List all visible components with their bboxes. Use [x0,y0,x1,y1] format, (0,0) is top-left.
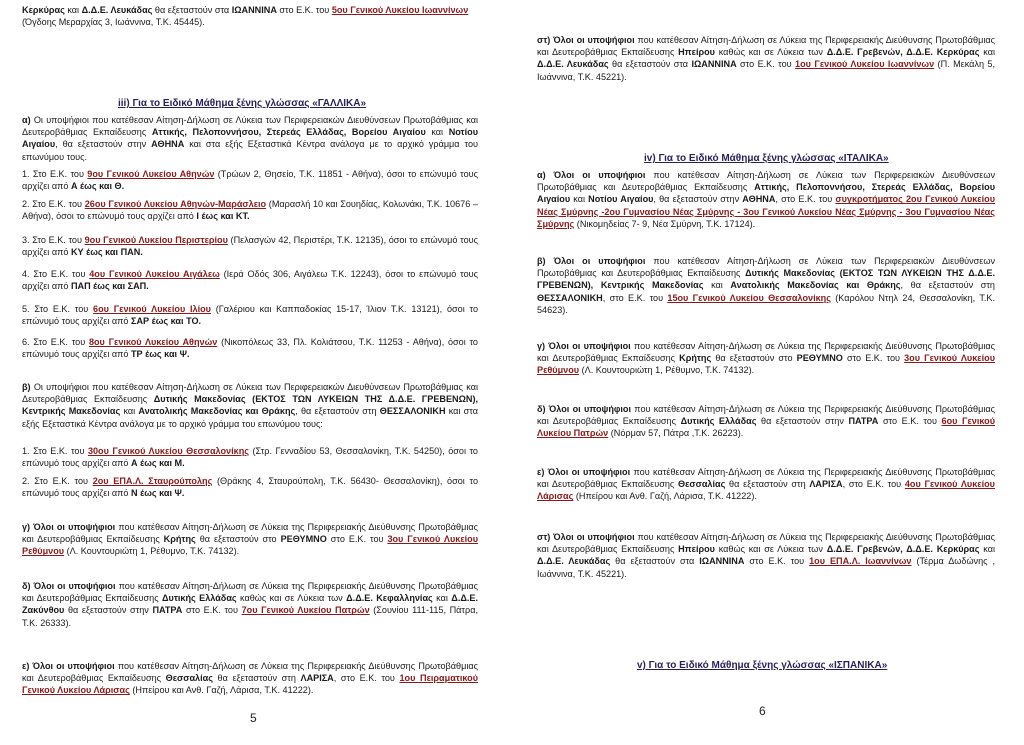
region-name: Κρήτης [679,353,712,364]
school-name: 6ου Γενικού Λυκείου Πατρών [537,416,995,439]
text: (Νόρμαν 57, Πάτρα ,Τ.Κ. 26223). [608,428,744,439]
list-item [22,475,478,499]
text: στο Ε.Κ. του [326,534,388,545]
page-number: 5 [250,711,257,725]
school-name: 4ου Γενικού Λυκείου Λάρισας [537,479,995,502]
item-label: α) Όλοι οι υποψήφιοι [537,170,646,180]
text: (Μαρασλή 10 και Σουηδίας, Κολωνάκι, Τ.Κ. 10676 – Αθήνα), όσοι το επώνυμό τους αρχίζει από [22,199,479,222]
text: (Π. Μεκάλη 5, Ιωάννινα, Τ.Κ. 45221). [537,59,995,82]
region-name: Ανατολικής Μακεδονίας και Θράκης [138,406,296,417]
text: που κατέθεσαν Αίτηση-Δήλωση σε Λύκεια των Περιφερειακών Διευθύνσεων Πρωτοβάθμιας και Δευτεροβάθμιας Εκπαίδευσης [537,170,995,193]
letter-range: Α έως και Θ. [70,181,125,192]
item-label: γ) Όλοι οι υποψήφιοι [22,522,116,532]
city-name: ΙΩΑΝΝΙΝΑ [699,556,745,567]
list-item [22,234,478,258]
city-name: ΑΘΗΝΑ [151,139,185,150]
item-label: β) [22,382,31,392]
region-name: Δυτικής Ελλάδας [680,416,757,427]
school-name: 8ου Γενικού Λυκείου Αθηνών [88,337,218,347]
city-name: ΘΕΣΣΑΛΟΝΙΚΗ [537,292,603,303]
section-header-italian: iv) Για το Ειδικό Μάθημα ξένης γλώσσας «ΙΤΑΛΙΚΑ» [644,153,889,164]
school-name: συγκροτήματος 2ου Γενικού Λυκείου Νέας Σμύρνης -2ου Γυμνασίου Νέας Σμύρνης - 3ου Γενικού Λυκείου Νέας Σμύρνης - 3ου Γυμνασίου Νέας Σμύρνης [537,194,995,229]
paragraph-e [537,466,995,503]
item-label: ε) Όλοι οι υποψήφιοι [537,467,631,477]
text: που κατέθεσαν Αίτηση-Δήλωση σε Λύκεια των Περιφερειακών Διευθύνσεων Πρωτοβάθμιας και Δευτεροβάθμιας Εκπαίδευσης [537,256,995,279]
list-item [22,303,478,327]
list-item [22,445,478,469]
page-number: 6 [759,704,766,718]
text: (Θράκης 4, Σταυρούπολη, Τ.Κ. 56430- Θεσσαλονίκη), όσοι το επώνυμό τους αρχίζει από [22,476,478,499]
region-name: Δυτικής Μακεδονίας (ΕΚΤΟΣ ΤΩΝ ΛΥΚΕΙΩΝ ΤΗΣ Δ.Δ.Ε. ΓΡΕΒΕΝΩΝ), Κεντρικής Μακεδονίας [537,268,995,291]
text: (Γαλέριου και Καππαδοκίας 15-17, Ίλιον Τ.Κ. 13121), όσοι το επώνυμό τους αρχίζει από [22,304,478,327]
text: Κερκύρας [22,5,65,15]
text: , στο Ε.Κ. του [333,673,400,684]
region-name: Δ.Δ.Ε. Λευκάδας [537,556,611,567]
text: στο Ε.Κ. του [744,556,810,567]
letter-range: Α έως και Μ. [131,458,185,469]
section-header-spanish: v) Για το Ειδικό Μάθημα ξένης γλώσσας «ΙΣΠΑΝΙΚΑ» [637,660,888,671]
text: και στα εξής Εξεταστικά Κέντρα ανάλογα με το αρχικό γράμμα του επωνύμου τους: [22,406,479,429]
text: στο Ε.Κ. του [736,59,796,70]
section-header-french: iii) Για το Ειδικό Μάθημα ξένης γλώσσας «ΓΑΛΛΙΚΑ» [118,98,367,109]
text: που κατέθεσαν Αίτηση-Δήλωση σε Λύκεια της Περιφερειακής Διεύθυνσης Πρωτοβάθμιας και Δευτεροβάθμιας Εκπαίδευσης [22,581,478,604]
text: (Τέρμα Δωδώνης , Ιωάννινα, Τ.Κ. 45221). [537,556,996,579]
text: θα εξεταστούν στην [756,416,849,427]
school-name: 2ου ΕΠΑ.Λ. Σταυρούπολης [92,476,213,486]
text: που κατέθεσαν Αίτηση-Δήλωση σε Λύκεια της Περιφερειακής Διεύθυνσης Πρωτοβάθμιας και Δευτεροβάθμιας Εκπαίδευσης [537,532,995,555]
text: (Ηπείρου και Ανθ. Γαζή, Λάρισα, Τ.Κ. 41222). [129,685,314,696]
text: καθώς και σε Λύκεια των [714,544,827,555]
text: Οι υποψήφιοι που κατέθεσαν Αίτηση-Δήλωση σε Λύκεια των Περιφερειακών Διευθύνσεων Πρωτοβάθμιας και Δευτεροβάθμιας Εκπαίδευσης [22,115,478,138]
city-name: ΛΑΡΙΣΑ [809,479,843,490]
paragraph-a [537,169,995,230]
school-name: 6ου Γενικού Λυκείου Ιλίου [93,304,211,314]
paragraph-st-2 [537,531,995,580]
text: και [425,127,449,138]
school-name: 9ου Γενικού Λυκείου Αθηνών [87,169,215,179]
paragraph-e [22,660,478,697]
city-name: ΠΑΤΡΑ [848,416,879,427]
text: και στα εξής Εξεταστικά Κέντρα ανάλογα με το αρχικό γράμμα του επωνύμου τους. [22,139,479,162]
region-name: Θεσσαλίας [678,479,726,490]
school-name: 3ου Γενικού Λυκείου Ρεθύμνου [537,353,995,376]
item-label: δ) Όλοι οι υποψήφιοι [537,404,632,414]
text: και [703,280,731,291]
paragraph-g [537,340,995,377]
text: (Ηπείρου και Ανθ. Γαζή, Λάρισα, Τ.Κ. 41222). [573,491,757,502]
region-name: Ηπείρου [678,544,715,555]
school-name: 26ου Γενικού Λυκείου Αθηνών-Μαράσλειο [84,199,267,209]
item-label: στ) Όλοι οι υποψήφιοι [537,35,635,45]
text: , στο Ε.Κ. του [602,292,668,303]
text: 1. Στο Ε.Κ. του [22,169,88,179]
school-name: 15ου Γενικού Λυκείου Θεσσαλονίκης [667,292,831,303]
text: 5. Στο Ε.Κ. του [22,304,94,314]
letter-range: Ι έως και ΚΤ. [196,211,250,222]
text: Δ.Δ.Ε. Λευκάδας [81,5,153,15]
text: θα εξεταστούν στο [195,534,281,545]
text: καθώς και σε Λύκεια των [714,47,827,58]
text: και [64,5,82,15]
paragraph-d [537,403,995,440]
school-name: 1ου ΕΠΑ.Λ. Ιωαννίνων [809,556,912,567]
text: θα εξεταστούν στο [711,353,797,364]
text: ΙΩΑΝΝΙΝΑ [231,5,277,15]
text: , θα εξεταστούν στην [55,139,152,150]
letter-range: ΤΡ έως και Ψ. [131,349,190,360]
text: και [979,47,995,58]
item-label: στ) Όλοι οι υποψήφιοι [537,532,635,542]
letter-range: ΣΑΡ έως και ΤΟ. [131,316,202,327]
letter-range: ΠΑΠ έως και ΣΑΠ. [70,281,149,292]
text: (Σουνίου 111-115, Πάτρα, Τ.Κ. 26333). [22,605,478,628]
text: που κατέθεσαν Αίτηση-Δήλωση σε Λύκεια της Περιφερειακής Διεύθυνσης Πρωτοβάθμιας και Δευτεροβάθμιας Εκπαίδευσης [22,661,478,684]
text: (Νικομηδείας 7- 9, Νέα Σμύρνη, Τ.Κ. 17124). [574,218,756,229]
text: (Λ. Κουντουριώτη 1, Ρέθυμνο, Τ.Κ. 74132). [579,365,755,376]
text: θα εξεταστούν στην [64,605,153,616]
region-name: Δ.Δ.Ε. Γρεβενών, Δ.Δ.Ε. Κερκύρας [826,544,980,555]
text: θα εξεταστούν στα [152,5,232,15]
text: (Στρ. Γενναδίου 53, Θεσσαλονίκη, Τ.Κ. 54250), όσοι το επώνυμό τους αρχίζει από [22,446,478,469]
region-name: Δ.Δ.Ε. Ζακύνθου [22,593,478,616]
text: στο Ε.Κ. του [842,353,905,364]
school-name: 3ου Γενικού Λυκείου Ρεθύμνου [22,534,479,557]
school-name: 7ου Γενικού Λυκείου Πατρών [241,605,370,616]
paragraph-a-intro [22,114,478,163]
text: 6. Στο Ε.Κ. του [22,337,89,347]
region-name: Ανατολικής Μακεδονίας και Θράκης [730,280,901,291]
address-text: (Όγδοης Μεραρχίας 3, Ιωάννινα, Τ.Κ. 45445). [22,17,205,28]
city-name: ΠΑΤΡΑ [152,605,183,616]
text: (Καρόλου Ντηλ 24, Θεσσαλονίκη, Τ.Κ. 54623). [537,292,995,315]
region-name: Δ.Δ.Ε. Λευκάδας [537,59,609,70]
school-name: 1ου Γενικού Λυκείου Ιωαννίνων [795,59,935,70]
region-name: Δυτικής Ελλάδας [161,593,237,604]
text: Οι υποψήφιοι που κατέθεσαν Αίτηση-Δήλωση σε Λύκεια των Περιφερειακών Διευθύνσεων Πρωτοβάθμιας και Δευτεροβάθμιας Εκπαίδευσης [22,382,478,405]
school-name: 5ου Γενικού Λυκείου Ιωαννίνων [331,5,469,15]
city-name: ΡΕΘΥΜΝΟ [280,534,327,545]
list-item [22,168,478,192]
letter-range: ΚΥ έως και ΠΑΝ. [70,247,143,258]
text: θα εξεταστούν στη [212,673,301,684]
text: θα εξεταστούν στα [610,556,700,567]
text: , θα εξεταστούν στη [900,280,995,291]
text: καθώς και σε Λύκεια των [236,593,347,604]
text: 3. Στο Ε.Κ. του [22,235,85,245]
text: 2. Στο Ε.Κ. του [22,199,85,209]
paragraph-b-intro [22,381,478,430]
region-name: Αττικής, Πελοποννήσου, Στερεάς Ελλάδας, Βορείου Αιγαίου [537,182,995,205]
text: 2. Στο Ε.Κ. του [22,476,93,486]
item-label: γ) Όλοι οι υποψήφιοι [537,341,631,351]
text: στο Ε.Κ. του [182,605,242,616]
text: , στο Ε.Κ. του [775,194,836,205]
text: 1. Στο Ε.Κ. του [22,446,88,456]
text: που κατέθεσαν Αίτηση-Δήλωση σε Λύκεια της Περιφερειακής Διεύθυνσης Πρωτοβάθμιας και Δευτεροβάθμιας Εκπαίδευσης [22,522,478,545]
text: (Λ. Κουντουριώτη 1, Ρέθυμνο, Τ.Κ. 74132). [64,546,240,557]
region-name: Δ.Δ.Ε. Γρεβενών, Δ.Δ.Ε. Κερκύρας [826,47,980,58]
region-name: Δ.Δ.Ε. Κεφαλληνίας [346,593,433,604]
city-name: ΛΑΡΙΣΑ [300,673,334,684]
item-label: α) [22,115,31,125]
list-item [22,336,478,360]
region-name: Νοτίου Αιγαίου [588,194,654,205]
text: θα εξεταστούν στη [725,479,810,490]
text: που κατέθεσαν Αίτηση-Δήλωση σε Λύκεια της Περιφερειακής Διεύθυνσης Πρωτοβάθμιας και Δευτεροβάθμιας Εκπαίδευσης [537,467,995,490]
region-name: Δυτικής Μακεδονίας (ΕΚΤΟΣ ΤΩΝ ΛΥΚΕΙΩΝ ΤΗΣ Δ.Δ.Ε. ΓΡΕΒΕΝΩΝ), Κεντρικής Μακεδονίας [22,394,479,417]
text: που κατέθεσαν Αίτηση-Δήλωση σε Λύκεια της Περιφερειακής Διεύθυνσης Πρωτοβάθμιας και Δευτεροβάθμιας Εκπαίδευσης [537,35,995,58]
text: θα εξεταστούν στα [608,59,692,70]
text: και [120,406,139,417]
text: και [570,194,589,205]
carryover-paragraph [22,4,478,28]
paragraph-b [537,255,995,316]
item-label: δ) Όλοι οι υποψήφιοι [22,581,116,591]
city-name: ΘΕΣΣΑΛΟΝΙΚΗ [379,406,446,417]
text: 4. Στο Ε.Κ. του [22,269,90,279]
school-name: 4ου Γενικού Λυκείου Αιγάλεω [89,269,220,279]
school-name: 30ου Γενικού Λυκείου Θεσσαλονίκης [87,446,249,456]
paragraph-d [22,580,478,629]
item-label: β) Όλοι οι υποψήφιοι [537,256,646,266]
school-name: 1ου Πειραματικού Γενικού Λυκείου Λάρισας [22,673,478,696]
city-name: ΙΩΑΝΝΙΝΑ [691,59,737,70]
text: (Τρώων 2, Θησείο, Τ.Κ. 11851 - Αθήνα), όσοι το επώνυμό τους αρχίζει από [22,169,479,192]
text: που κατέθεσαν Αίτηση-Δήλωση σε Λύκεια της Περιφερειακής Διεύθυνσης Πρωτοβάθμιας και Δευτεροβάθμιας Εκπαίδευσης [537,404,995,427]
region-name: Νοτίου Αιγαίου [22,127,478,150]
city-name: ΡΕΘΥΜΝΟ [796,353,843,364]
text: , θα εξεταστούν στην [653,194,743,205]
text: , θα εξεταστούν στη [295,406,380,417]
text: που κατέθεσαν Αίτηση-Δήλωση σε Λύκεια της Περιφερειακής Διεύθυνσης Πρωτοβάθμιας και Δευτεροβάθμιας Εκπαίδευσης [537,341,995,364]
region-name: Κρήτης [163,534,196,545]
list-item [22,268,478,292]
region-name: Θεσσαλίας [165,673,213,684]
text: (Πελασγών 42, Περιστέρι, Τ.Κ. 12135), όσοι το επώνυμό τους αρχίζει από [22,235,478,258]
letter-range: Ν έως και Ψ. [131,488,185,499]
paragraph-st-1 [537,34,995,83]
list-item [22,198,478,222]
text: , στο Ε.Κ. του [842,479,905,490]
text: στο Ε.Κ. του [276,5,332,15]
region-name: Αττικής, Πελοποννήσου, Στερεάς Ελλάδας, Βορείου Αιγαίου [151,127,426,138]
school-name: 9ου Γενικού Λυκείου Περιστερίου [84,235,228,245]
text: και [432,593,452,604]
text: (Νικοπόλεως 33, Πλ. Κολιάτσου, Τ.Κ. 11253 - Αθήνα), όσοι το επώνυμό τους αρχίζει από [22,337,478,360]
city-name: ΑΘΗΝΑ [742,194,776,205]
item-label: ε) Όλοι οι υποψήφιοι [22,661,115,671]
text: στο Ε.Κ. του [878,416,942,427]
region-name: Ηπείρου [678,47,715,58]
text: (Ιερά Οδός 306, Αιγάλεω Τ.Κ. 12243), όσοι το επώνυμό τους αρχίζει από [22,269,478,292]
text: και [979,544,995,555]
paragraph-g [22,521,478,558]
